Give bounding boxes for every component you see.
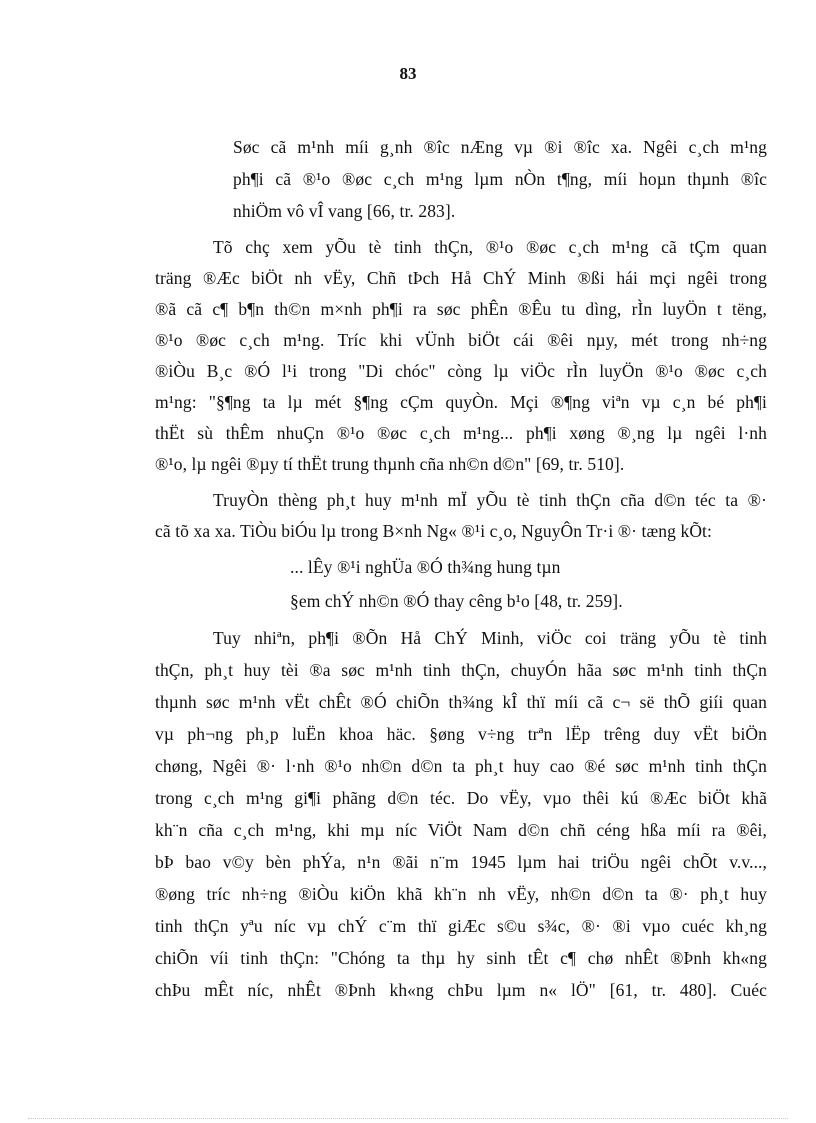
quote-line: nhiÖm vô vÎ vang [66, tr. 283]. [233, 201, 456, 221]
text-line: tinh thÇn yªu níc vµ chÝ c¨m thï giÆc s©u s¾c, ®· ®i vµo cuéc kh¸ng [155, 916, 767, 936]
quote-line: Søc cã m¹nh míi g¸nh ®îc nÆng vµ ®i ®îc xa. Ngêi c¸ch m¹ng [233, 137, 767, 157]
text-line: vµ ph¬ng ph¸p luËn khoa häc. §øng v÷ng trªn lËp trêng duy vËt biÖn [155, 724, 767, 744]
text-line: ®ã cã c¶ b¶n th©n m×nh ph¶i ra søc phÊn ®Êu tu dìng, rÌn luyÖn t tëng, [155, 299, 767, 319]
text-line: ®iÒu B¸c ®Ó l¹i trong "Di chóc" còng lµ viÖc rÌn luyÖn ®¹o ®øc c¸ch [155, 361, 767, 381]
verse-line: §em chÝ nh©n ®Ó thay cêng b¹o [48, tr. 259]. [290, 591, 623, 611]
text-line: TruyÒn thèng ph¸t huy m¹nh mÏ yÕu tè tinh thÇn cña d©n téc ta ®· [213, 490, 767, 510]
text-line: ®øng tríc nh÷ng ®iÒu kiÖn khã kh¨n nh vËy, nh©n d©n ta ®· ph¸t huy [155, 884, 767, 904]
text-line: chÞu mÊt níc, nhÊt ®Þnh kh«ng chÞu lµm n« lÖ" [61, tr. 480]. Cuéc [155, 980, 767, 1000]
text-line: ®¹o, lµ ngêi ®µy tí thËt trung thµnh cña nh©n d©n" [69, tr. 510]. [155, 454, 625, 474]
quote-line: ph¶i cã ®¹o ®øc c¸ch m¹ng lµm nÒn t¶ng, míi hoµn thµnh ®îc [233, 169, 767, 189]
text-line: chøng, Ngêi ®· l·nh ®¹o nh©n d©n ta ph¸t huy cao ®é søc m¹nh tinh thÇn [155, 756, 767, 776]
text-line: Tõ chç xem yÕu tè tinh thÇn, ®¹o ®øc c¸ch m¹ng cã tÇm quan [213, 237, 767, 257]
page-bottom-divider [28, 1118, 788, 1119]
page-number: 83 [399, 64, 417, 83]
text-line: thÇn, ph¸t huy tèi ®a søc m¹nh tinh thÇn, chuyÓn hãa søc m¹nh tinh thÇn [155, 660, 767, 680]
text-line: bÞ bao v©y bèn phÝa, n¹n ®ãi n¨m 1945 lµm hai triÖu ngêi chÕt v.v..., [155, 852, 767, 872]
text-line: m¹ng: "§¶ng ta lµ mét §¶ng cÇm quyÒn. Mçi ®¶ng viªn vµ c¸n bé ph¶i [155, 392, 767, 412]
text-line: thËt sù thÊm nhuÇn ®¹o ®øc c¸ch m¹ng... ph¶i xøng ®¸ng lµ ngêi l·nh [155, 423, 767, 443]
text-line: thµnh søc m¹nh vËt chÊt ®Ó chiÕn th¾ng kÎ thï míi cã c¬ së thÕ giíi quan [155, 692, 767, 712]
text-line: kh¨n cña c¸ch m¹ng, khi mµ níc ViÖt Nam d©n chñ céng hßa míi ra ®êi, [155, 820, 767, 840]
verse-line: ... lÊy ®¹i nghÜa ®Ó th¾ng hung tµn [290, 557, 561, 577]
text-line: cã tõ xa xa. TiÒu biÓu lµ trong B×nh Ng« ®¹i c¸o, NguyÔn Tr·i ®· tæng kÕt: [155, 521, 712, 541]
text-line: Tuy nhiªn, ph¶i ®Õn Hå ChÝ Minh, viÖc coi träng yÕu tè tinh [213, 628, 767, 648]
text-line: träng ®Æc biÖt nh vËy, Chñ tÞch Hå ChÝ Minh ®ßi hái mçi ngêi trong [155, 268, 767, 288]
text-line: ®¹o ®øc c¸ch m¹ng. Tríc khi vÜnh biÖt cái ®êi nµy, mét trong nh÷ng [155, 330, 767, 350]
text-line: trong c¸ch m¹ng gi¶i phãng d©n téc. Do vËy, vµo thêi kú ®Æc biÖt khã [155, 788, 767, 808]
text-line: chiÕn víi tinh thÇn: "Chóng ta thµ hy sinh tÊt c¶ chø nhÊt ®Þnh kh«ng [155, 948, 767, 968]
